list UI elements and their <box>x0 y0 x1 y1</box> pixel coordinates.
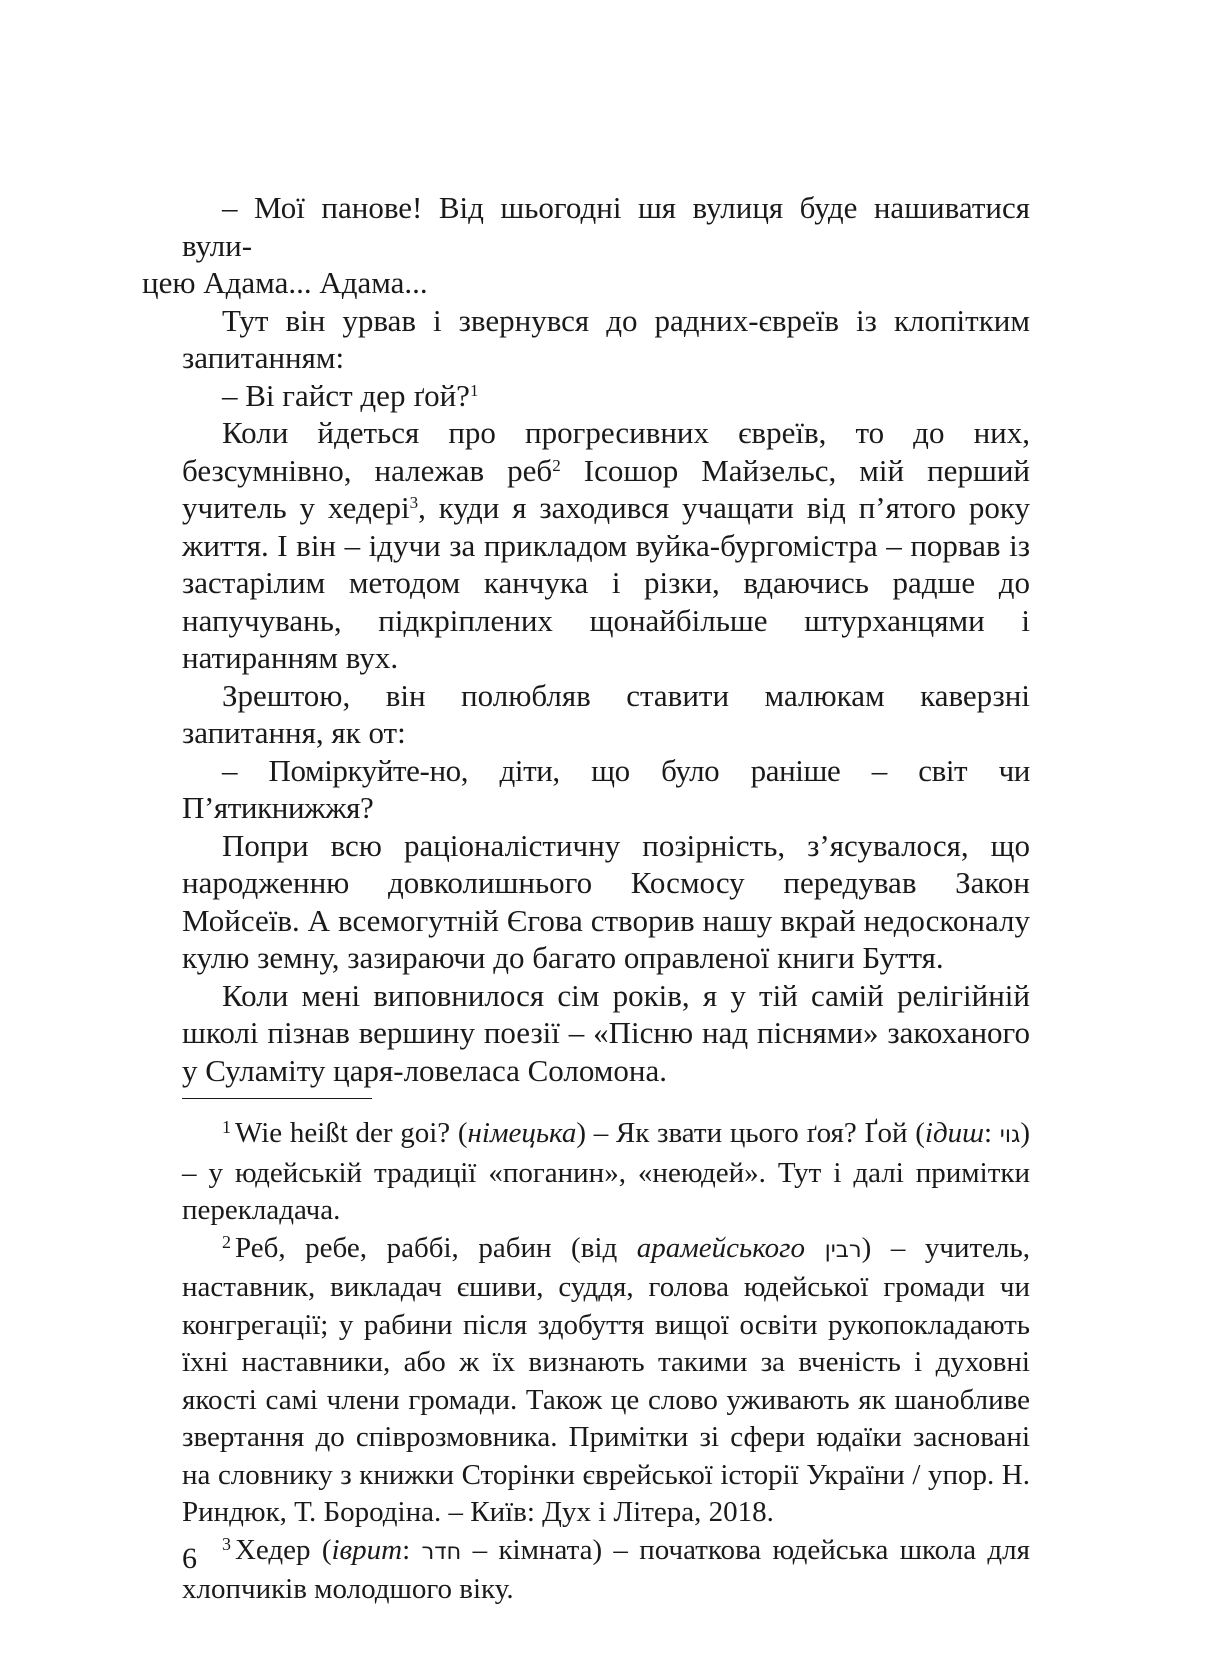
text: : <box>402 1533 422 1566</box>
page-body <box>142 189 1030 1609</box>
hebrew-text: גוי <box>999 1122 1021 1148</box>
text: Реб, ребе, раббі, рабин (від <box>234 1231 637 1264</box>
text: Тут він урвав і звернувся до радних-євреїв із клопітким запитанням: <box>182 302 1030 375</box>
paragraph-question <box>182 752 1030 827</box>
text: – Поміркуйте-но, діти, що було раніше – світ чи П’ятикнижжя? <box>182 752 1030 825</box>
hebrew-text: חדר <box>421 1538 462 1565</box>
text: Попри всю раціоналістичну позірність, з’ясувалося, що народженню довколишнього Космосу передував Закон Мойсеїв. А всемогутній Єгова створив нашу вкрай недосконалу кулю земну, зазираючи до багато оправленої книги Буття. <box>182 827 1030 975</box>
text: – кімната) – початкова юдейська школа для хлопчиків молодшого віку. <box>182 1533 1030 1605</box>
text: Хедер ( <box>234 1533 332 1566</box>
paragraph-speech <box>142 189 1030 302</box>
text: ) – у юдейській традиції «поганин», «неюдей». Тут і далі примітки перекладача. <box>182 1117 1030 1226</box>
italic-text: іврит <box>331 1533 403 1566</box>
text: Wie heißt der goi? ( <box>234 1117 468 1149</box>
footnote-mark: 2 <box>222 1231 231 1252</box>
text-line: – Мої панове! Від шьогодні шя вулиця буде нашиватися вули- <box>182 190 1030 263</box>
footnotes <box>182 1115 1030 1609</box>
page-number: 6 <box>182 1542 197 1575</box>
footnote-mark: 1 <box>222 1117 231 1138</box>
text-line: цею Адама... Адама... <box>142 265 428 300</box>
paragraph-question <box>182 377 1030 415</box>
italic-text: ідиш <box>924 1117 985 1149</box>
text: ) – учитель, наставник, викладач єшиви, суддя, голова юдейської громади чи конгрегації; у рабини після здобуття вищої освіти рукопокладають їхні наставники, або ж їх визнають такими за вченість і духовні якості самі члени громади. Також це слово уживають як шанобливе звертання до співрозмовника. Примітки зі сфери юдаїки засновані на словнику з книжки Сторінки єврейської історії України / упор. Н. Риндюк, Т. Бородіна. – Київ: Дух і Літера, 2018. <box>182 1231 1030 1528</box>
footnote-1 <box>182 1115 1030 1230</box>
hebrew-text: רבין <box>824 1236 862 1263</box>
paragraph <box>182 302 1030 377</box>
text: , куди я заходився учащати від п’ятого року життя. І він – ідучи за прикладом вуйка-бургомістра – порвав із застарілим методом канчука і різки, вдаючись радше до напучувань, підкріплених щонайбільше штурханцями і натиранням вух. <box>182 490 1030 675</box>
footnote-ref: 2 <box>552 455 561 475</box>
paragraph <box>182 977 1030 1090</box>
footnote-ref: 3 <box>409 492 419 512</box>
text: : <box>984 1117 1000 1149</box>
text: Зрештою, він полюбляв ставити малюкам каверзні запитання, як от: <box>182 677 1030 750</box>
footnote-3 <box>182 1532 1030 1609</box>
footnote-ref: 1 <box>469 380 479 400</box>
paragraph <box>182 414 1030 677</box>
footnote-mark: 3 <box>222 1533 231 1554</box>
text: Коли мені виповнилося сім років, я у тій самій релігійній школі пізнав вершину поезії – «Пісню над піснями» закоханого у Суламіту царя-ловеласа Соломона. <box>182 977 1030 1088</box>
main-text <box>142 189 1030 1089</box>
footnote-separator <box>182 1098 372 1099</box>
text: – Ві гайст дер ґой? <box>222 377 470 413</box>
italic-text: арамейського <box>636 1231 805 1264</box>
text: Ісошор Майзельс, мій перший учитель у хедері <box>182 452 1030 525</box>
text: ) – Як звати цього ґоя? Ґой ( <box>576 1117 925 1149</box>
paragraph <box>182 677 1030 752</box>
text: Коли йдеться про прогресивних євреїв, то до них, безсумнівно, належав реб <box>182 415 1030 488</box>
paragraph <box>182 827 1030 977</box>
footnote-2 <box>182 1230 1030 1532</box>
italic-text: німецька <box>467 1117 577 1149</box>
